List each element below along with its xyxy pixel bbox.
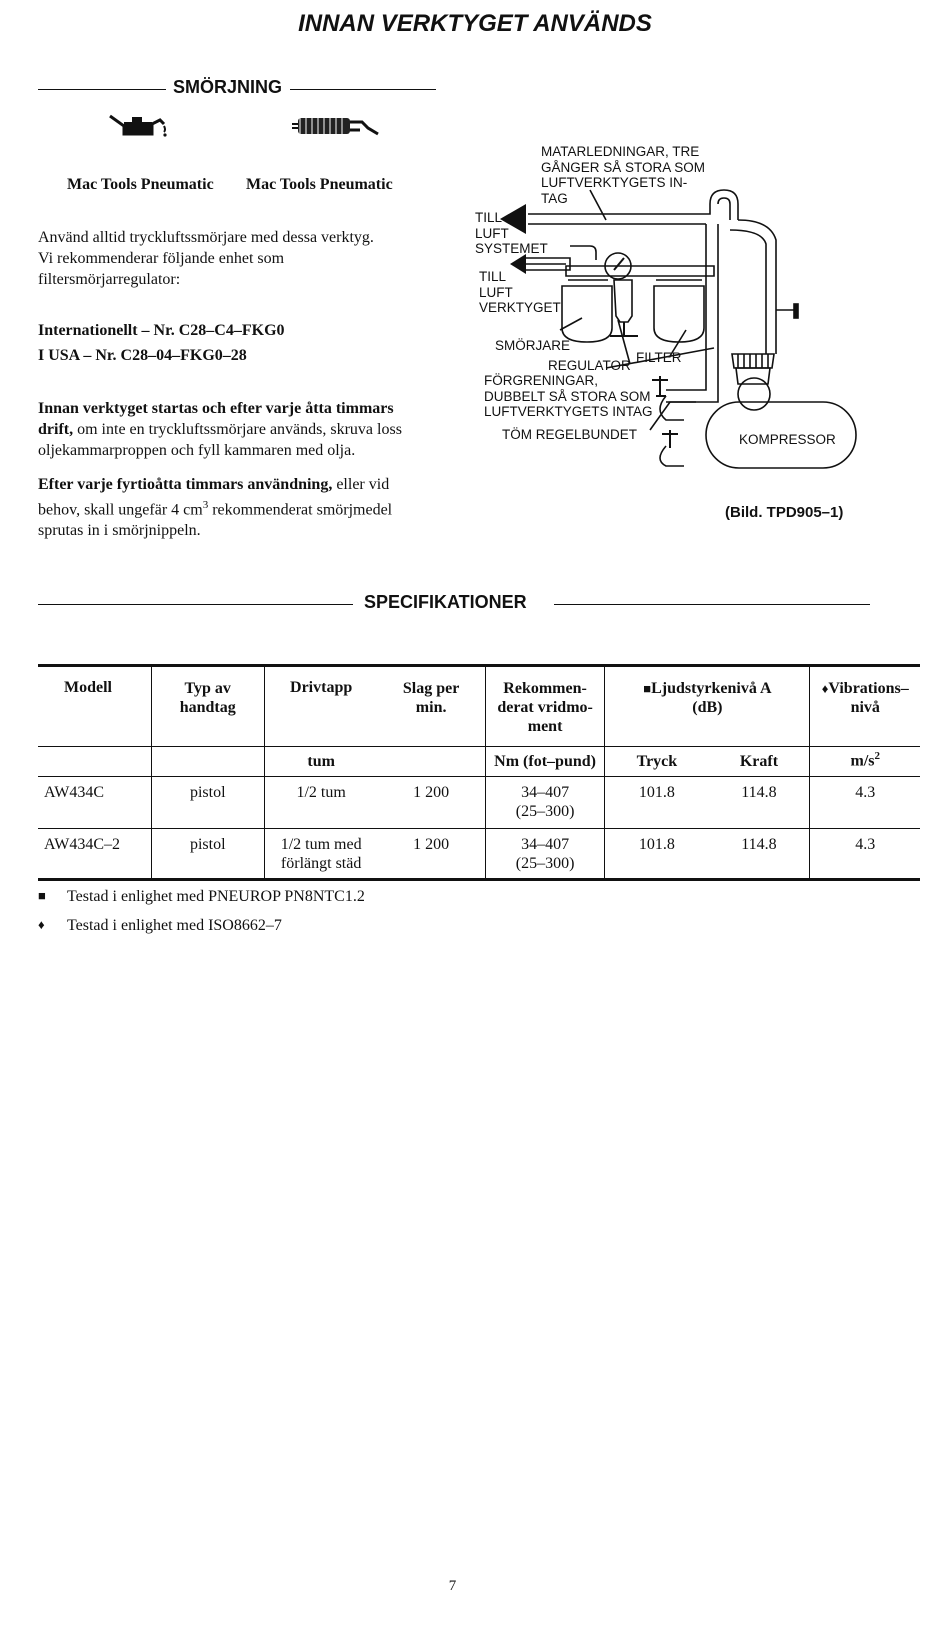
units-text: m/s [850,752,875,770]
cell-torque [485,829,605,880]
lubrication-daily [38,398,468,461]
label-line: MATARLEDNINGAR, TRE [541,144,700,159]
table-row [38,829,920,880]
cell-vibration: 4.3 [855,836,876,853]
label-line: LUFTVERKTYGETS IN- [541,175,688,190]
label-lubricator: SMÖRJARE [495,338,571,353]
torque-nm: 34–407 [521,836,570,853]
daily-text: om inte en tryckluftssmörjare används, skruva loss [73,421,402,438]
label-line: FÖRGRENINGAR, [484,373,599,388]
footnote-square-icon: ■ [38,888,46,903]
table-header-row [38,666,920,747]
daily-line: oljekammarproppen och fyll kammaren med olja. [38,442,356,459]
48h-sup: 3 [202,499,209,511]
units-vibration [810,747,920,777]
header-sound [605,666,810,747]
cell-bpm: 1 200 [377,829,485,880]
label-to-tool [479,269,561,316]
torque-nm: 34–407 [521,784,570,801]
lubrication-heading: SMÖRJNING [173,77,283,97]
header-handle [151,666,264,747]
header-model: Modell [38,666,151,747]
table-row [38,777,920,829]
header-text: Rekommen- derat vridmo- ment [497,680,593,735]
header-text: Typ av handtag [179,680,236,716]
figure-caption: (Bild. TPD905–1) [725,504,844,521]
label-to-system [475,210,548,257]
units-empty [151,747,264,777]
section-rule-right [290,89,436,90]
section-rule-left [38,89,166,90]
square-marker-icon: ■ [643,681,652,696]
label-main-lines [541,144,705,206]
cell-pressure: 101.8 [638,784,675,801]
label-line: LUFTVERKTYGETS INTAG [484,404,653,419]
daily-line: Innan verktyget startas och efter varje åtta timmars [38,400,394,417]
cell-drive: 1/2 tum [296,784,346,801]
units-power: Kraft [708,747,810,777]
label-line: SYSTEMET [475,241,548,256]
cell-pressure: 101.8 [638,836,675,853]
intro-line: Använd alltid tryckluftssmörjare med dessa verktyg. [38,229,374,246]
table-units-row [38,747,920,777]
icon-label-greasegun: Mac Tools Pneumatic [246,176,393,193]
label-line: TILL [475,210,503,225]
label-drain: TÖM REGELBUNDET [502,427,638,442]
header-text: Vibrations– nivå [828,680,909,716]
48h-text: eller vid [332,476,390,493]
48h-text: rekommenderat smörjmedel [208,501,393,519]
drive-line: förlängt städ [280,855,362,872]
footnote-text: Testad i enlighet med PNEUROP PN8NTC1.2 [67,888,365,905]
section-rule-right [554,604,870,605]
cell-vibration: 4.3 [855,784,876,801]
units-torque: Nm (fot–pund) [485,747,605,777]
cell-model: AW434C–2 [38,829,151,880]
cell-bpm: 1 200 [377,777,485,829]
usa-part-number: I USA – Nr. C28–04–FKG0–28 [38,347,247,364]
cell-torque [485,777,605,829]
cell-handle: pistol [151,777,264,829]
intro-line: Vi rekommenderar följande enhet som [38,250,285,267]
48h-text: behov, skall ungefär 4 cm [38,501,203,519]
header-text: Slag per min. [402,680,460,716]
oil-can-icon [108,112,170,140]
label-line: LUFT [475,225,509,241]
label-line: VERKTYGET [479,300,561,315]
footnote-diamond-icon: ♦ [38,917,45,932]
international-part-number: Internationellt – Nr. C28–C4–FKG0 [38,322,285,339]
cell-handle: pistol [151,829,264,880]
48h-line: sprutas in i smörjnippeln. [38,522,201,540]
label-regulator: REGULATOR [548,358,631,373]
cell-drive [264,829,377,880]
section-rule-left [38,604,353,605]
grease-gun-icon [290,110,382,142]
label-compressor: KOMPRESSOR [739,432,836,447]
label-line: DUBBELT SÅ STORA SOM [484,388,651,404]
48h-bold: Efter varje fyrtioåtta timmars användning, [38,476,333,493]
cell-power: 114.8 [708,777,810,829]
header-drive: Drivtapp [290,679,353,696]
header-torque [485,666,605,747]
cell-power: 114.8 [708,829,810,880]
cell-model: AW434C [38,777,151,829]
specifications-heading: SPECIFIKATIONER [364,592,527,612]
label-line: GÅNGER SÅ STORA SOM [541,159,706,175]
intro-line: filtersmörjarregulator: [38,271,181,288]
footnote-text: Testad i enlighet med ISO8662–7 [67,917,282,934]
torque-ft: (25–300) [515,803,575,820]
icon-label-oilcan: Mac Tools Pneumatic [67,176,214,193]
units-sup: 2 [874,750,880,762]
header-text: Ljudstyrkenivå A (dB) [651,680,772,716]
label-line: LUFT [479,284,513,300]
lubrication-intro [38,227,458,290]
page-number: 7 [448,1578,457,1594]
units-empty [377,747,485,777]
label-line: TAG [541,190,568,206]
header-bpm [377,666,485,747]
drive-line: 1/2 tum med [280,836,362,853]
units-pressure: Tryck [636,753,678,770]
header-vibration [810,666,920,747]
daily-bold: drift, [38,421,74,438]
label-filter: FILTER [636,350,682,365]
torque-ft: (25–300) [515,855,575,872]
units-drive: tum [307,753,335,770]
diamond-marker-icon: ♦ [821,681,829,696]
label-line: TILL [479,269,507,284]
spec-table [38,664,920,881]
page-title: INNAN VERKTYGET ANVÄNDS [298,10,652,37]
lubrication-48h [38,474,468,541]
label-branches [484,373,653,420]
units-empty [38,747,151,777]
